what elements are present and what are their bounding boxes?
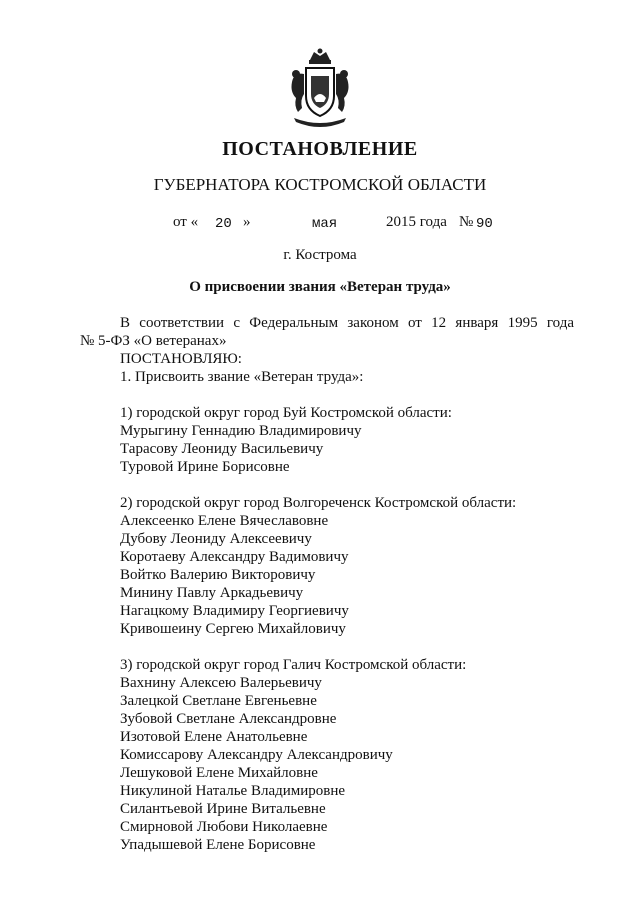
- person-name: Вахнину Алексею Валерьевичу: [120, 675, 322, 691]
- date-month: мая: [312, 216, 338, 232]
- person-name: Дубову Леониду Алексеевичу: [120, 531, 312, 547]
- document-body: [80, 314, 574, 854]
- person-name: Нагацкому Владимиру Георгиевичу: [120, 603, 349, 619]
- preamble-line-1: В соответствии с Федеральным законом от 12 января 1995 года: [120, 315, 574, 331]
- number-sign: №: [459, 214, 474, 230]
- person-name: Смирновой Любови Николаевне: [120, 819, 328, 835]
- person-name: Никулиной Наталье Владимировне: [120, 783, 346, 799]
- coat-of-arms-emblem: [284, 46, 356, 132]
- person-name: Войтко Валерию Викторовичу: [120, 567, 316, 583]
- person-name: Зубовой Светлане Александровне: [120, 711, 337, 727]
- district-title: 3) городской округ город Галич Костромской области:: [120, 657, 467, 673]
- person-name: Коротаеву Александру Вадимовичу: [120, 549, 349, 565]
- district-group-3: [80, 656, 574, 854]
- city-line: г. Кострома: [283, 247, 357, 263]
- date-prefix: от «: [173, 214, 199, 230]
- date-close-quote: »: [243, 214, 251, 230]
- person-name: Лешуковой Елене Михайловне: [120, 765, 318, 781]
- person-name: Минину Павлу Аркадьевичу: [120, 585, 304, 601]
- person-name: Кривошеину Сергею Михайловичу: [120, 621, 346, 637]
- person-name: Туровой Ирине Борисовне: [120, 459, 290, 475]
- district-title: 1) городской округ город Буй Костромской области:: [120, 405, 452, 421]
- decree-word: ПОСТАНОВЛЯЮ:: [120, 351, 242, 367]
- date-day: 20: [215, 216, 232, 232]
- person-name: Алексеенко Елене Вячеславовне: [120, 513, 329, 529]
- person-name: Залецкой Светлане Евгеньевне: [120, 693, 317, 709]
- person-name: Тарасову Леониду Васильевичу: [120, 441, 324, 457]
- district-group-1: [80, 404, 574, 476]
- item-1: 1. Присвоить звание «Ветеран труда»:: [120, 369, 364, 385]
- person-name: Силантьевой Ирине Витальевне: [120, 801, 326, 817]
- document-title: ПОСТАНОВЛЕНИЕ: [222, 138, 418, 160]
- district-title: 2) городской округ город Волгореченск Костромской области:: [120, 495, 517, 511]
- person-name: Мурыгину Геннадию Владимировичу: [120, 423, 362, 439]
- person-name: Комиссарову Александру Александровичу: [120, 747, 393, 763]
- district-group-2: [80, 494, 574, 638]
- document-number: 90: [476, 216, 493, 232]
- preamble-line-2: № 5-ФЗ «О ветеранах»: [80, 333, 227, 349]
- person-name: Упадышевой Елене Борисовне: [120, 837, 316, 853]
- date-year: 2015 года: [386, 214, 447, 230]
- person-name: Изотовой Елене Анатольевне: [120, 729, 308, 745]
- document-subtitle: ГУБЕРНАТОРА КОСТРОМСКОЙ ОБЛАСТИ: [153, 175, 487, 194]
- document-heading: О присвоении звания «Ветеран труда»: [189, 279, 451, 295]
